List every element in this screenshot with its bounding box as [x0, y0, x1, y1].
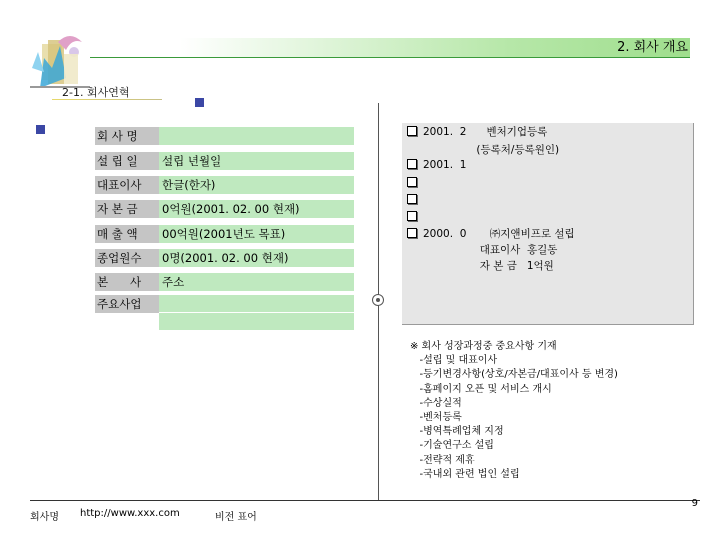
note-item: -벤처등록: [410, 412, 462, 424]
label-company-name: 회 사 명: [95, 127, 159, 145]
history-item: [407, 177, 575, 194]
footer-slogan: 비전 표어: [215, 512, 257, 523]
note-heading: ※ 회사 성장과정중 중요사항 기재: [410, 341, 557, 352]
value-employees: 0명(2001. 02. 00 현재): [159, 249, 354, 267]
page-title: 2. 회사 개요: [617, 40, 688, 55]
section-title: 2-1. 회사연혁: [62, 86, 130, 99]
label-main-business: 주요사업: [95, 295, 159, 313]
label-employees: 종업원수: [95, 249, 159, 267]
history-item: (등록처/등록원인): [423, 144, 560, 156]
label-founded: 설 립 일: [95, 152, 159, 170]
note-item: -기술연구소 설립: [410, 440, 494, 452]
note-item: -등기변경사항(상호/자본금/대표이사 등 변경): [410, 369, 618, 381]
note-item: -홈페이지 오픈 및 서비스 개시: [410, 383, 552, 395]
note-item: -수상실적: [410, 397, 462, 409]
history-item: 2001. 2 벤처기업등록: [407, 126, 575, 144]
notes-list: [410, 340, 618, 482]
decor-square-left: [36, 125, 45, 134]
label-revenue: 매 출 액: [95, 225, 159, 243]
checkbox-icon: [407, 194, 417, 204]
value-founded: 설립 년월일: [159, 152, 354, 170]
header-bar: [90, 38, 690, 57]
note-item: -국내외 관련 법인 설립: [410, 468, 520, 480]
history-item: 2001. 1: [407, 159, 575, 177]
history-item: [407, 194, 575, 211]
decor-square-top: [195, 98, 204, 107]
value-main-business: [159, 295, 354, 330]
target-marker-icon: [372, 294, 384, 306]
section-underline: [52, 99, 162, 100]
note-item: -병역특례업체 지정: [410, 426, 504, 438]
page-number: 9: [691, 498, 698, 509]
label-capital: 자 본 금: [95, 200, 159, 218]
history-item: 자 본 금 1억원: [423, 260, 554, 272]
value-revenue: 00억원(2001년도 목표): [159, 225, 354, 243]
footer-url[interactable]: http://www.xxx.com: [80, 508, 180, 519]
checkbox-icon: [407, 211, 417, 221]
value-capital: 0억원(2001. 02. 00 현재): [159, 200, 354, 218]
value-company-name: [159, 127, 354, 145]
value-headquarters: 주소: [159, 273, 354, 291]
history-item: 2000. 0 ㈜지앤비프로 설립: [407, 228, 575, 244]
footer-divider: [30, 500, 700, 501]
header-underline: [90, 57, 690, 58]
label-ceo: 대표이사: [95, 176, 159, 194]
history-list: [407, 126, 575, 276]
note-item: -전략적 제휴: [410, 454, 475, 466]
label-headquarters: 본 사: [95, 273, 159, 291]
note-item: -설립 및 대표이사: [410, 355, 498, 367]
checkbox-icon: [407, 126, 417, 136]
checkbox-icon: [407, 177, 417, 187]
checkbox-icon: [407, 159, 417, 169]
checkbox-icon: [407, 228, 417, 238]
history-item: 대표이사 홍길동: [423, 244, 558, 256]
history-item: [407, 211, 575, 228]
footer-company: 회사명: [30, 512, 59, 523]
value-ceo: 한글(한자): [159, 176, 354, 194]
value-main-business-line2: [159, 312, 354, 330]
